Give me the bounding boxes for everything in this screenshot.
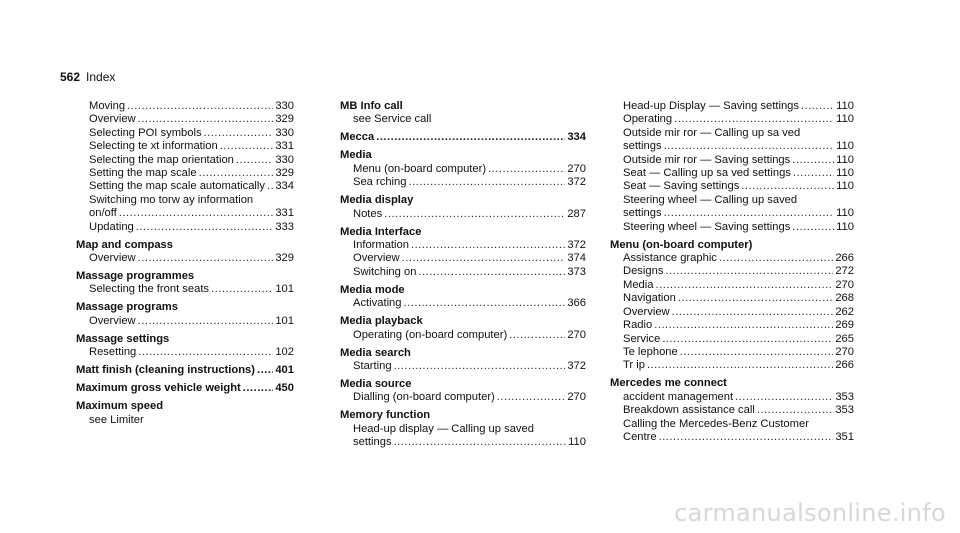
- entry-label: Operating (on-board computer): [353, 328, 508, 341]
- entry-label: Selecting POI symbols: [89, 126, 202, 139]
- index-column-3: [610, 100, 854, 444]
- entry-page-number[interactable]: 330: [275, 126, 294, 139]
- entry-page-number[interactable]: 110: [836, 207, 854, 220]
- index-entry[interactable]: [76, 180, 294, 193]
- index-heading-entry[interactable]: [76, 364, 294, 377]
- entry-page-number[interactable]: 270: [567, 391, 586, 404]
- leader-dots: [138, 252, 274, 265]
- index-entry[interactable]: [610, 207, 854, 220]
- entry-page-number[interactable]: 110: [836, 140, 854, 153]
- index-heading: Media display: [340, 194, 414, 207]
- entry-page-number[interactable]: 110: [836, 167, 854, 180]
- index-entry[interactable]: [610, 167, 854, 180]
- leader-dots: [741, 180, 834, 193]
- entry-label: Head-up Display — Saving settings: [623, 100, 799, 112]
- entry-label: settings: [353, 436, 392, 449]
- watermark: carmanualsonline.info: [674, 499, 946, 527]
- entry-page-number[interactable]: 262: [835, 305, 854, 318]
- entry-label: Seat — Calling up sa ved settings: [623, 167, 791, 180]
- index-entry[interactable]: [610, 252, 854, 265]
- entry-page-number[interactable]: 372: [567, 360, 586, 373]
- index-entry[interactable]: [76, 113, 294, 126]
- entry-label: Overview: [89, 252, 136, 265]
- index-subentry-line: Switching mo torw ay information: [89, 193, 254, 206]
- index-subentry-line: Calling the Mercedes-Benz Customer: [623, 417, 809, 430]
- entry-page-number[interactable]: 270: [835, 345, 854, 358]
- index-entry[interactable]: [340, 360, 586, 373]
- entry-label: Setting the map scale automatically: [89, 180, 265, 193]
- entry-label: settings: [623, 207, 662, 220]
- leader-dots: [655, 279, 833, 292]
- entry-page-number[interactable]: 110: [836, 220, 854, 233]
- leader-dots: [792, 154, 834, 167]
- entry-page-number[interactable]: 270: [567, 328, 586, 341]
- entry-label: Steering wheel — Saving settings: [623, 220, 791, 233]
- index-entry[interactable]: [76, 252, 294, 265]
- entry-page-number[interactable]: 372: [567, 176, 586, 189]
- leader-dots: [138, 346, 273, 359]
- index-subentry-line: see Service call: [353, 113, 432, 126]
- index-entry[interactable]: [340, 266, 586, 279]
- entry-page-number[interactable]: 334: [275, 180, 294, 193]
- entry-page-number[interactable]: 110: [836, 113, 854, 126]
- leader-dots: [127, 100, 273, 113]
- index-entry[interactable]: [76, 167, 294, 180]
- leader-dots: [119, 207, 274, 220]
- index-subentry-line: Outside mir ror — Calling up sa ved: [623, 126, 801, 139]
- entry-label: Switching on: [353, 265, 417, 278]
- index-entry[interactable]: [610, 359, 854, 372]
- index-entry[interactable]: [610, 180, 854, 193]
- index-heading-entry[interactable]: [76, 382, 294, 395]
- index-entry[interactable]: [76, 154, 294, 167]
- entry-page-number[interactable]: 101: [275, 283, 294, 296]
- leader-dots: [404, 297, 566, 310]
- entry-label: settings: [623, 140, 662, 153]
- index-heading: Media playback: [340, 315, 423, 328]
- entry-label: Service: [623, 332, 661, 345]
- entry-label: Menu (on-board computer): [353, 162, 487, 175]
- index-heading: MB Info call: [340, 100, 403, 112]
- leader-dots: [402, 252, 566, 265]
- page-title: Index: [86, 70, 116, 84]
- entry-label: on/off: [89, 207, 117, 220]
- entry-page-number[interactable]: 353: [835, 404, 854, 417]
- entry-page-number[interactable]: 110: [568, 436, 586, 449]
- index-heading: Massage programmes: [76, 270, 195, 283]
- leader-dots: [659, 431, 834, 444]
- leader-dots: [757, 404, 833, 417]
- index-entry[interactable]: [610, 333, 854, 346]
- entry-label: Overview: [623, 305, 670, 318]
- leader-dots: [801, 100, 834, 113]
- entry-label: Dialling (on-board computer): [353, 391, 495, 404]
- entry-label: Breakdown assistance call: [623, 404, 755, 417]
- entry-label: Maximum gross vehicle weight: [76, 382, 241, 395]
- entry-label: Outside mir ror — Saving settings: [623, 153, 791, 166]
- entry-label: Starting: [353, 360, 392, 373]
- leader-dots: [792, 221, 834, 234]
- page-header: [60, 70, 115, 84]
- index-entry[interactable]: [76, 127, 294, 140]
- leader-dots: [664, 207, 835, 220]
- leader-dots: [674, 113, 834, 126]
- leader-dots: [199, 167, 274, 180]
- leader-dots: [257, 364, 273, 377]
- entry-page-number[interactable]: 353: [835, 390, 854, 403]
- index-heading: Memory function: [340, 409, 431, 422]
- index-entry[interactable]: [610, 404, 854, 417]
- leader-dots: [394, 436, 567, 449]
- index-entry[interactable]: [76, 100, 294, 113]
- index-entry[interactable]: [340, 239, 586, 252]
- index-heading: Media mode: [340, 283, 405, 296]
- entry-label: Moving: [89, 100, 126, 112]
- entry-label: Selecting the front seats: [89, 283, 210, 296]
- index-entry[interactable]: [340, 252, 586, 265]
- index-entry[interactable]: [340, 329, 586, 342]
- index-entry[interactable]: [610, 292, 854, 305]
- entry-page-number[interactable]: 102: [275, 346, 294, 359]
- entry-label: Selecting te xt information: [89, 140, 218, 153]
- index-heading: Mercedes me connect: [610, 377, 727, 390]
- index-entry[interactable]: [610, 140, 854, 153]
- leader-dots: [236, 154, 273, 167]
- entry-page-number[interactable]: 270: [567, 162, 586, 175]
- entry-page-number[interactable]: 329: [275, 113, 294, 126]
- index-entry[interactable]: [340, 176, 586, 189]
- entry-label: Overview: [89, 314, 136, 327]
- entry-label: Seat — Saving settings: [623, 180, 740, 193]
- leader-dots: [204, 127, 274, 140]
- index-entry[interactable]: [340, 297, 586, 310]
- entry-label: Setting the map scale: [89, 167, 197, 180]
- index-entry[interactable]: [340, 436, 586, 449]
- index-entry[interactable]: [610, 221, 854, 234]
- entry-page-number[interactable]: 330: [275, 100, 294, 112]
- leader-dots: [647, 359, 833, 372]
- index-heading: Media source: [340, 378, 412, 391]
- entry-label: Media: [623, 278, 654, 291]
- page-number: 562: [60, 70, 81, 84]
- index-heading: Media Interface: [340, 225, 422, 238]
- entry-page-number[interactable]: 351: [835, 430, 854, 443]
- leader-dots: [211, 283, 273, 296]
- index-entry[interactable]: [76, 346, 294, 359]
- entry-page-number[interactable]: 268: [835, 292, 854, 305]
- entry-page-number[interactable]: 101: [275, 314, 294, 327]
- leader-dots: [394, 360, 566, 373]
- entry-page-number[interactable]: 331: [275, 207, 294, 220]
- index-entry[interactable]: [76, 140, 294, 153]
- entry-label: Mecca: [340, 131, 375, 144]
- entry-page-number[interactable]: 110: [836, 180, 854, 193]
- leader-dots: [509, 329, 565, 342]
- entry-label: Sea rching: [353, 176, 407, 189]
- entry-label: Resetting: [89, 346, 137, 359]
- entry-label: Notes: [353, 207, 383, 220]
- entry-label: Matt finish (cleaning instructions): [76, 364, 256, 377]
- entry-label: Tr ip: [623, 359, 645, 372]
- index-entry[interactable]: [610, 100, 854, 113]
- entry-label: Radio: [623, 319, 653, 332]
- entry-page-number[interactable]: 265: [835, 332, 854, 345]
- leader-dots: [384, 208, 565, 221]
- entry-label: Selecting the map orientation: [89, 153, 234, 166]
- entry-page-number[interactable]: 110: [836, 153, 854, 166]
- index-entry[interactable]: [76, 221, 294, 234]
- entry-page-number[interactable]: 373: [567, 265, 586, 278]
- index-entry[interactable]: [610, 279, 854, 292]
- leader-dots: [411, 239, 565, 252]
- index-subentry-line: see Limiter: [89, 413, 144, 426]
- entry-label: Overview: [89, 113, 136, 126]
- entry-page-number[interactable]: 450: [275, 382, 294, 395]
- leader-dots: [680, 346, 834, 359]
- leader-dots: [267, 180, 273, 193]
- index-entry[interactable]: [340, 208, 586, 221]
- index-entry[interactable]: [610, 154, 854, 167]
- leader-dots: [664, 140, 835, 153]
- index-column-1: [76, 100, 294, 427]
- index-entry[interactable]: [610, 265, 854, 278]
- entry-page-number[interactable]: 266: [835, 359, 854, 372]
- entry-page-number[interactable]: 269: [835, 319, 854, 332]
- entry-page-number[interactable]: 331: [275, 140, 294, 153]
- leader-dots: [136, 221, 274, 234]
- leader-dots: [735, 391, 833, 404]
- entry-page-number[interactable]: 374: [567, 252, 586, 265]
- index-entry[interactable]: [610, 346, 854, 359]
- leader-dots: [138, 113, 274, 126]
- entry-label: Operating: [623, 113, 673, 126]
- index-heading-entry[interactable]: [340, 131, 586, 144]
- index-entry[interactable]: [610, 391, 854, 404]
- index-entry[interactable]: [340, 391, 586, 404]
- index-heading: Massage programs: [76, 301, 178, 314]
- leader-dots: [243, 382, 274, 395]
- entry-page-number[interactable]: 110: [836, 100, 854, 112]
- entry-label: Information: [353, 239, 409, 252]
- entry-page-number[interactable]: 334: [567, 131, 586, 144]
- leader-dots: [409, 176, 566, 189]
- leader-dots: [678, 292, 833, 305]
- entry-page-number[interactable]: 329: [275, 252, 294, 265]
- leader-dots: [138, 315, 274, 328]
- leader-dots: [418, 266, 565, 279]
- leader-dots: [719, 252, 833, 265]
- entry-page-number[interactable]: 333: [275, 220, 294, 233]
- leader-dots: [376, 131, 565, 144]
- entry-label: Activating: [353, 297, 402, 310]
- index-entry[interactable]: [340, 163, 586, 176]
- leader-dots: [672, 306, 834, 319]
- entry-page-number[interactable]: 287: [567, 207, 586, 220]
- entry-label: Assistance graphic: [623, 252, 717, 265]
- entry-page-number[interactable]: 272: [835, 265, 854, 278]
- index-entry[interactable]: [76, 207, 294, 220]
- index-entry[interactable]: [610, 319, 854, 332]
- index-column-2: [340, 100, 586, 450]
- index-entry[interactable]: [76, 283, 294, 296]
- entry-page-number[interactable]: 401: [275, 364, 294, 377]
- entry-page-number[interactable]: 270: [835, 278, 854, 291]
- index-entry[interactable]: [610, 431, 854, 444]
- leader-dots: [488, 163, 565, 176]
- entry-page-number[interactable]: 372: [567, 239, 586, 252]
- index-heading: Massage settings: [76, 332, 170, 345]
- entry-label: Te lephone: [623, 345, 678, 358]
- entry-label: Centre: [623, 430, 657, 443]
- entry-label: Navigation: [623, 292, 676, 305]
- entry-label: Updating: [89, 220, 134, 233]
- index-heading: Media search: [340, 346, 411, 359]
- entry-page-number[interactable]: 266: [835, 252, 854, 265]
- index-entry[interactable]: [610, 113, 854, 126]
- entry-label: Designs: [623, 265, 664, 278]
- leader-dots: [220, 140, 274, 153]
- index-subentry-line: Head-up display — Calling up saved: [353, 422, 534, 435]
- index-heading: Menu (on-board computer): [610, 238, 753, 251]
- index-subentry-line: Steering wheel — Calling up saved: [623, 193, 798, 206]
- leader-dots: [497, 391, 566, 404]
- index-heading: Maximum speed: [76, 400, 164, 413]
- leader-dots: [654, 319, 833, 332]
- entry-page-number[interactable]: 330: [275, 153, 294, 166]
- leader-dots: [793, 167, 834, 180]
- leader-dots: [662, 333, 833, 346]
- index-heading: Map and compass: [76, 238, 173, 251]
- entry-label: accident management: [623, 390, 734, 403]
- index-heading: Media: [340, 149, 372, 162]
- index-entry[interactable]: [610, 306, 854, 319]
- index-entry[interactable]: [76, 315, 294, 328]
- leader-dots: [665, 265, 833, 278]
- entry-page-number[interactable]: 329: [275, 167, 294, 180]
- entry-label: Overview: [353, 252, 400, 265]
- entry-page-number[interactable]: 366: [567, 297, 586, 310]
